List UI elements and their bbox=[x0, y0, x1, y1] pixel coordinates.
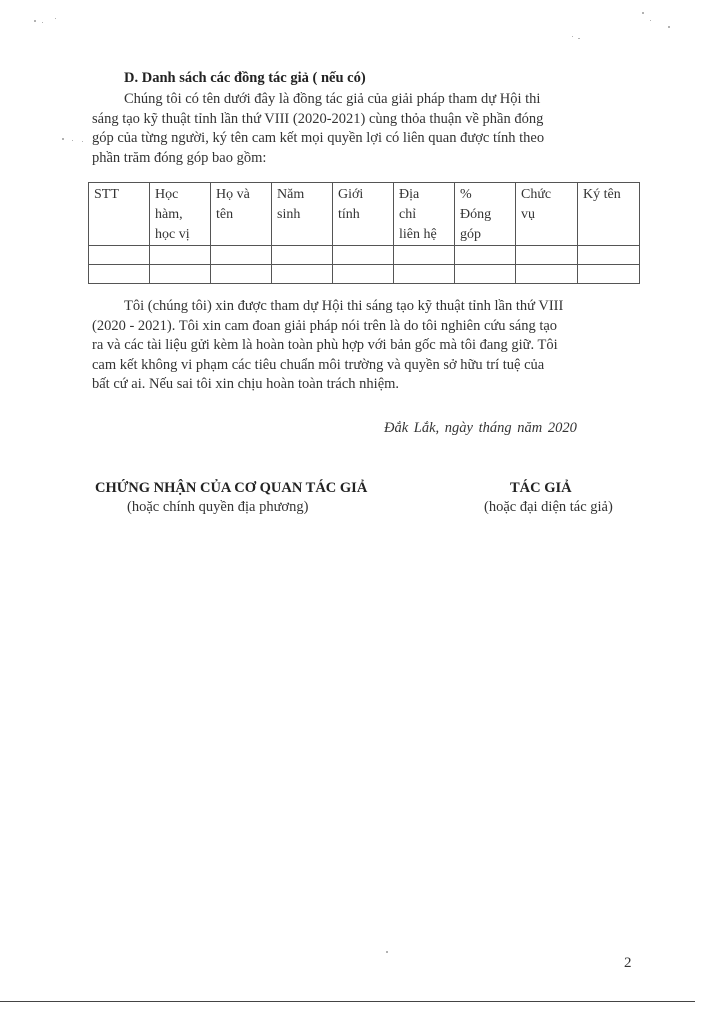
header-text: STT bbox=[94, 187, 119, 202]
certifying-agency-title: CHỨNG NHẬN CỦA CƠ QUAN TÁC GIẢ bbox=[95, 480, 368, 496]
table-cell bbox=[89, 265, 150, 284]
header-text: Chức bbox=[521, 187, 552, 202]
table-cell bbox=[333, 246, 394, 265]
scan-speck bbox=[82, 141, 83, 142]
table-cell bbox=[272, 265, 333, 284]
table-cell bbox=[455, 265, 516, 284]
header-position bbox=[516, 183, 578, 246]
intro-line: phần trăm đóng góp bao gồm: bbox=[92, 149, 267, 166]
declaration-paragraph bbox=[92, 297, 640, 395]
table-cell bbox=[150, 246, 211, 265]
header-text: Địa bbox=[399, 187, 420, 202]
intro-line: góp của từng người, ký tên cam kết mọi quyền lợi có liên quan được tính theo bbox=[92, 130, 545, 146]
header-text: vụ bbox=[521, 207, 535, 222]
header-address bbox=[394, 183, 455, 246]
scan-speck bbox=[572, 36, 573, 37]
declaration-line: (2020 - 2021). Tôi xin cam đoan giải pháp nói trên là do tôi nghiên cứu sáng tạo bbox=[92, 317, 558, 334]
author-title: TÁC GIẢ bbox=[510, 480, 572, 496]
header-contribution bbox=[455, 183, 516, 246]
table-row bbox=[89, 246, 640, 265]
table-cell bbox=[455, 246, 516, 265]
scan-speck bbox=[668, 26, 670, 28]
header-text: góp bbox=[460, 227, 481, 242]
table-cell bbox=[150, 265, 211, 284]
header-signature bbox=[578, 183, 640, 246]
section-title: D. Danh sách các đồng tác giả ( nếu có) bbox=[124, 70, 366, 86]
intro-paragraph bbox=[92, 90, 640, 168]
header-text: Học bbox=[155, 187, 179, 202]
scan-speck bbox=[72, 140, 73, 141]
table-cell bbox=[394, 265, 455, 284]
table-cell bbox=[211, 246, 272, 265]
page-number: 2 bbox=[624, 955, 632, 971]
header-birth-year bbox=[272, 183, 333, 246]
header-text: học vị bbox=[155, 227, 190, 242]
co-authors-table bbox=[88, 182, 640, 284]
scan-speck bbox=[386, 951, 388, 953]
table-cell bbox=[333, 265, 394, 284]
declaration-line: Tôi (chúng tôi) xin được tham dự Hội thi sáng tạo kỹ thuật tỉnh lần thứ VIII bbox=[124, 298, 564, 314]
scan-speck bbox=[42, 22, 43, 23]
header-stt bbox=[89, 183, 150, 246]
header-text: Năm bbox=[277, 187, 305, 202]
header-text: sinh bbox=[277, 207, 301, 222]
date-line: Đắk Lắk, ngày tháng năm 2020 bbox=[384, 420, 577, 436]
header-text: Họ và bbox=[216, 187, 250, 202]
author-subtitle: (hoặc đại diện tác giả) bbox=[484, 499, 613, 515]
table-cell bbox=[89, 246, 150, 265]
certifying-agency-subtitle: (hoặc chính quyền địa phương) bbox=[127, 499, 309, 515]
table-cell bbox=[272, 246, 333, 265]
table-cell bbox=[394, 246, 455, 265]
bottom-divider bbox=[0, 1001, 695, 1002]
table-header-row bbox=[89, 183, 640, 246]
declaration-line: bất cứ ai. Nếu sai tôi xin chịu hoàn toàn trách nhiệm. bbox=[92, 376, 400, 392]
header-text: Đóng bbox=[460, 207, 492, 222]
header-gender bbox=[333, 183, 394, 246]
header-academic-rank bbox=[150, 183, 211, 246]
intro-line: Chúng tôi có tên dưới đây là đồng tác giả của giải pháp tham dự Hội thi bbox=[124, 91, 541, 107]
scan-speck bbox=[34, 20, 36, 22]
header-text: tính bbox=[338, 207, 360, 222]
table-cell bbox=[578, 265, 640, 284]
header-text: liên hệ bbox=[399, 227, 437, 242]
table-cell bbox=[516, 265, 578, 284]
intro-line: sáng tạo kỹ thuật tỉnh lần thứ VIII (2020-2021) cùng thỏa thuận về phần đóng bbox=[92, 110, 544, 127]
header-text: hàm, bbox=[155, 207, 183, 222]
header-full-name bbox=[211, 183, 272, 246]
declaration-line: cam kết không vi phạm các tiêu chuẩn môi trường và quyền sở hữu trí tuệ của bbox=[92, 356, 545, 373]
header-text: Giới bbox=[338, 187, 364, 202]
scan-speck bbox=[650, 20, 651, 21]
header-text: chỉ bbox=[399, 207, 417, 222]
scan-speck bbox=[578, 38, 580, 39]
scan-speck bbox=[55, 18, 56, 19]
table-row bbox=[89, 265, 640, 284]
declaration-line: ra và các tài liệu gửi kèm là hoàn toàn phù hợp với bản gốc mà tôi đang giữ. Tôi bbox=[92, 337, 558, 353]
table-cell bbox=[578, 246, 640, 265]
scan-speck bbox=[62, 138, 64, 140]
header-text: tên bbox=[216, 207, 234, 222]
header-text: Ký tên bbox=[583, 187, 621, 202]
table-cell bbox=[211, 265, 272, 284]
scan-speck bbox=[642, 12, 644, 14]
table-cell bbox=[516, 246, 578, 265]
header-text: % bbox=[460, 187, 472, 202]
